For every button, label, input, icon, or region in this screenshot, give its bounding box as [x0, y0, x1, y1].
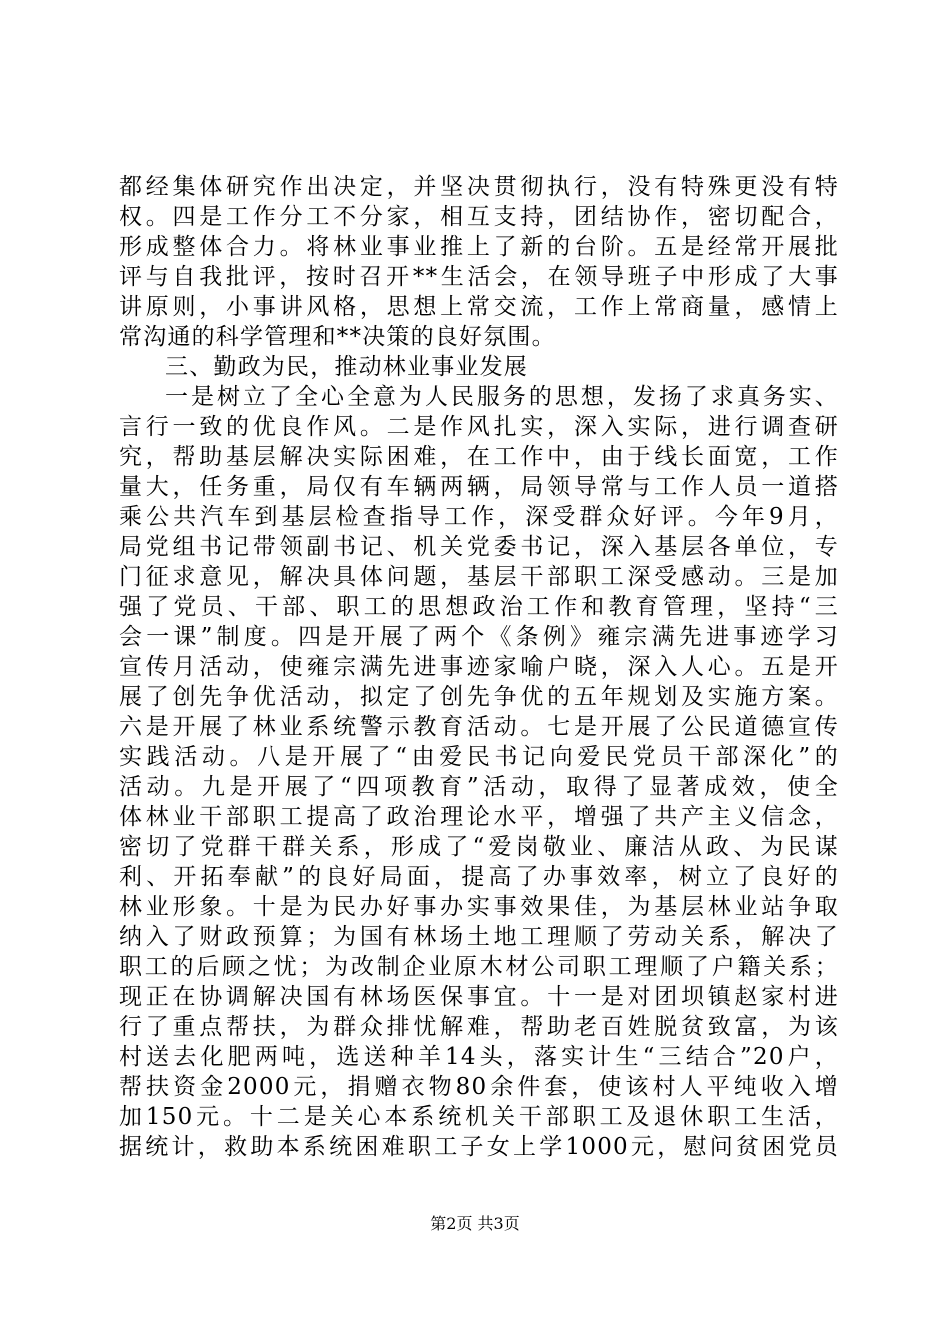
- text-line: 局党组书记带领副书记、机关党委书记，深入基层各单位，专: [119, 534, 839, 560]
- text-line: 林业形象。十是为民办好事办实事效果佳，为基层林业站争取: [119, 894, 839, 920]
- text-line: 权。四是工作分工不分家，相互支持，团结协作，密切配合，: [119, 204, 839, 230]
- text-line: 强了党员、干部、职工的思想政治工作和教育管理，坚持“三: [119, 594, 839, 620]
- text-line: 都经集体研究作出决定，并坚决贯彻执行，没有特殊更没有特: [119, 174, 839, 200]
- text-line: 职工的后顾之忧；为改制企业原木材公司职工理顺了户籍关系；: [119, 954, 839, 980]
- text-line: 纳入了财政预算；为国有林场土地工理顺了劳动关系，解决了: [119, 924, 839, 950]
- text-line: 密切了党群干群关系，形成了“爱岗敬业、廉洁从政、为民谋: [119, 834, 839, 860]
- text-line: 常沟通的科学管理和**决策的良好氛围。: [119, 324, 556, 350]
- text-line: 帮扶资金2000元，捐赠衣物80余件套，使该村人平纯收入增: [119, 1074, 839, 1100]
- text-line: 评与自我批评，按时召开**生活会，在领导班子中形成了大事: [119, 264, 839, 290]
- text-line: 实践活动。八是开展了“由爱民书记向爱民党员干部深化”的: [119, 744, 839, 770]
- text-line: 宣传月活动，使雍宗满先进事迹家喻户晓，深入人心。五是开: [119, 654, 839, 680]
- text-line: 据统计，救助本系统困难职工子女上学1000元，慰问贫困党员: [119, 1134, 839, 1160]
- text-line: 一是树立了全心全意为人民服务的思想，发扬了求真务实、: [165, 384, 839, 410]
- text-line: 形成整体合力。将林业事业推上了新的台阶。五是经常开展批: [119, 234, 839, 260]
- section-heading: 三、勤政为民，推动林业事业发展: [165, 354, 528, 380]
- text-line: 六是开展了林业系统警示教育活动。七是开展了公民道德宣传: [119, 714, 839, 740]
- text-line: 行了重点帮扶，为群众排忧解难，帮助老百姓脱贫致富，为该: [119, 1014, 839, 1040]
- text-line: 讲原则，小事讲风格，思想上常交流，工作上常商量，感情上: [119, 294, 839, 320]
- text-line: 体林业干部职工提高了政治理论水平，增强了共产主义信念，: [119, 804, 839, 830]
- body-text: [119, 172, 839, 1162]
- text-line: 会一课”制度。四是开展了两个《条例》雍宗满先进事迹学习: [119, 624, 839, 650]
- page-footer: 第2页 共3页: [430, 1214, 520, 1233]
- text-line: 现正在协调解决国有林场医保事宜。十一是对团坝镇赵家村进: [119, 984, 839, 1010]
- text-line: 门征求意见，解决具体问题，基层干部职工深受感动。三是加: [119, 564, 839, 590]
- text-line: 量大，任务重，局仅有车辆两辆，局领导常与工作人员一道搭: [119, 474, 839, 500]
- text-line: 言行一致的优良作风。二是作风扎实，深入实际，进行调查研: [119, 414, 839, 440]
- text-line: 活动。九是开展了“四项教育”活动，取得了显著成效，使全: [119, 774, 839, 800]
- text-line: 究，帮助基层解决实际困难，在工作中，由于线长面宽，工作: [119, 444, 839, 470]
- text-line: 利、开拓奉献”的良好局面，提高了办事效率，树立了良好的: [119, 864, 839, 890]
- text-line: 展了创先争优活动，拟定了创先争优的五年规划及实施方案。: [119, 684, 839, 710]
- text-line: 加150元。十二是关心本系统机关干部职工及退休职工生活，: [119, 1104, 839, 1130]
- text-line: 乘公共汽车到基层检查指导工作，深受群众好评。今年9月，: [119, 504, 839, 530]
- text-line: 村送去化肥两吨，选送种羊14头，落实计生“三结合”20户，: [119, 1044, 839, 1070]
